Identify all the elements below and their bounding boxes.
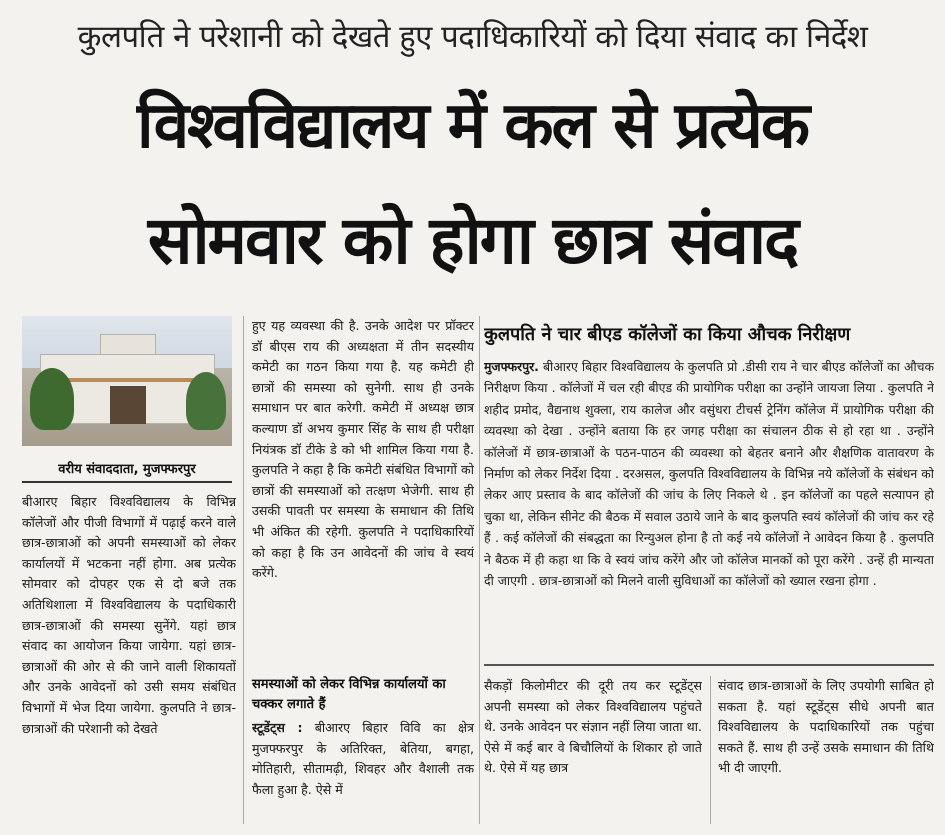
- university-building-photo: [22, 316, 232, 446]
- sidebar-story-text: बीआरए बिहार विश्वविद्यालय के कुलपति प्रो .डीसी राय ने चार बीएड कॉलेजों का औचक निरीक्षण किया . कॉलेजों में चल रही बीएड की प्रायोगिक परीक्षा का उन्होंने जायजा लिया . कुलपति ने शहीद प्रमोद, वैद्यनाथ शुक्ला, राय कालेज और वसुंधरा टीचर्स ट्रेनिंग कॉलेज में प्रायोगिक परीक्षा की व्यवस्था को देखा . उन्होंने बताया कि हर जगह परीक्षा का संचालन ठीक से हो रहा था . उन्होंने कॉलेजों में छात्र-छात्राओं के पठन-पाठन की व्यवस्था को बेहतर बनाने और शैक्षणिक वातावरण के निर्माण को लेकर निर्देश दिया . दरअसल, कुलपति विश्वविद्यालय के विभिन्न नये कॉलेजों के संबंधन को लेकर आए प्रस्ताव के बाद कॉलेजों की जांच के लिए निकले थे . इन कॉलेजों का पहले सत्यापन हो चुका था, लेकिन सीनेट की बैठक में सवाल उठाये जाने के बाद कुलपति स्वयं कॉलेजों की जांच कर रहे हैं . कई कॉलेजों की संबद्धता का रिन्युअल होना है तो कई नये कॉलेजों ने आवेदन किया है . कुलपति ने बैठक में ही कहा था कि वे स्वयं जांच करेंगे और जो कॉलेज मानकों को पूरा करेंगे . उन्हें ही मान्यता दी जाएगी . छात्र-छात्राओं को मिलने वाली सुविधाओं का कॉलेजों को ख्याल रखना होगा .: [484, 359, 934, 589]
- dateline: मुजफ्फरपुर.: [484, 359, 539, 374]
- sidebar-story-body: [484, 356, 934, 658]
- column-2-continued-text: बीआरए बिहार विवि का क्षेत्र मुजफ्फरपुर के अतिरिक्त, बेतिया, बगहा, मोतिहारी, सीतामढ़ी, शिवहर और वैशाली तक फैला हुआ है. ऐसे में: [252, 720, 474, 797]
- article-subheading: समस्याओं को लेकर विभिन्न कार्यालयों का चक्कर लगाते हैं: [252, 677, 446, 712]
- column-divider-1: [243, 316, 244, 824]
- article-column-1: बीआरए बिहार विश्वविद्यालय के विभिन्न कॉलेजों और पीजी विभागों में पढ़ाई करने वाले छात्र-छात्राओं को अपनी समस्याओं को लेकर कार्यालयों में भटकना नहीं होगा. अब प्रत्येक सोमवार को दोपहर एक से दो बजे तक अतिथिशाला में विश्वविद्यालय के पदाधिकारी छात्र-छात्राओं की समस्या सुनेंगे. यहां छात्र संवाद का आयोजन किया जायेगा. यहां छात्र-छात्राओं की ओर से की जाने वाली शिकायतों और उनके आवेदनों को उसी समय संबंधित विभागों में भेज दिया जायेगा. कुलपति ने छात्र-छात्राओं की परेशानी को देखते: [22, 494, 236, 736]
- main-headline-line-1: विश्वविद्यालय में कल से प्रत्येक: [137, 89, 808, 163]
- tree-left: [30, 368, 74, 430]
- building-entrance: [110, 386, 146, 424]
- byline: वरीय संवाददाता, मुजफ्फरपुर: [22, 457, 232, 483]
- column-divider-3: [710, 676, 711, 824]
- subhead-lead-word: स्टूडेंट्स :: [252, 720, 303, 735]
- article-column-4: सैकड़ों किलोमीटर की दूरी तय कर स्टूडेंट्स अपनी समस्या को लेकर विश्वविद्यालय पहुंचते थे. उनके आवेदन पर संज्ञान नहीं लिया जाता था. ऐसे में कई बार वे बिचौलियों के शिकार हो जाते थे. ऐसे में यह छात्र: [484, 678, 702, 776]
- article-column-5: संवाद छात्र-छात्राओं के लिए उपयोगी साबित हो सकता है. यहां स्टूडेंट्स सीधे अपनी बात विश्वविद्यालय के पदाधिकारियों तक पहुंचा सकते हैं. साथ ही उन्हें उसके समाधान की तिथि भी दी जाएगी.: [718, 678, 934, 776]
- article-column-2: हुए यह व्यवस्था की है. उनके आदेश पर प्रॉक्टर डॉ बीएस राय की अध्यक्षता में तीन सदस्यीय कमेटी का गठन किया गया है. यह कमेटी ही छात्रों की समस्या को सुनेगी. साथ ही उनके समाधान पर बात करेगी. कमेटी में अध्यक्ष छात्र कल्याण डॉ अभय कुमार सिंह के साथ ही परीक्षा नियंत्रक डॉ टीके डे को भी शामिल किया गया है. कुलपति ने कहा है कि कमेटी संबंधित विभागों को छात्रों की समस्याओं को तत्क्षण भेजेगी. साथ ही उसकी पावती पर समस्या के समाधान की तिथि भी अंकित की रहेगी. कुलपति ने पदाधिकारियों को कहा है कि उन आवेदनों की जांच वे स्वयं करेंगे.: [252, 318, 474, 581]
- tree-right: [186, 372, 226, 430]
- sidebar-story-title: कुलपति ने चार बीएड कॉलेजों का किया औचक निरीक्षण: [484, 324, 851, 345]
- column-divider-2: [479, 316, 480, 824]
- article-column-2-continued: [252, 718, 474, 824]
- sidebar-story-rule: [484, 664, 934, 666]
- main-headline-line-2: सोमवार को होगा छात्र संवाद: [147, 202, 798, 279]
- kicker-headline: कुलपति ने परेशानी को देखते हुए पदाधिकारियों को दिया संवाद का निर्देश: [77, 19, 868, 55]
